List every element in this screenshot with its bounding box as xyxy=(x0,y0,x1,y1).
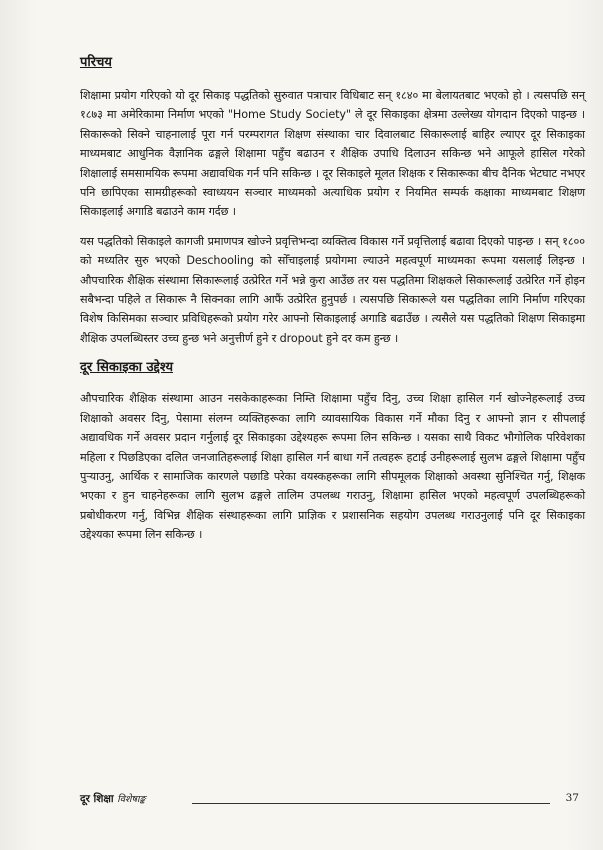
section-heading-objectives: दूर सिकाइका उद्देश्य xyxy=(80,360,173,376)
page-content xyxy=(80,54,585,556)
section-heading-introduction: परिचय xyxy=(80,55,112,70)
footer-rule xyxy=(192,803,550,804)
page-footer xyxy=(80,790,585,810)
footer-issue-label: विशेषाङ्क xyxy=(117,794,146,805)
introduction-paragraph-1: शिक्षामा प्रयोग गरिएको यो दूर सिकाइ पद्धतिको सुरुवात पत्राचार विधिबाट सन् १८४० मा बेलायतबाट भएको हो । त्यसपछि सन् १८७३ मा अमेरिकामा निर्माण भएको "Home Study Society" ले दूर सिकाइका क्षेत्रमा उल्लेख्य योगदान दिएको पाइन्छ । सिकारूको सिक्ने चाहनालाई पूरा गर्न परम्परागत शिक्षण संस्थाका चार दिवालबाट सिकारूलाई बाहिर ल्याएर दूर सिकाइका माध्यमबाट आधुनिक वैज्ञानिक ढङ्गले शिक्षामा पहुँच बढाउन र शैक्षिक उपाधि दिलाउन सकिन्छ भने आफूले हासिल गरेको शिक्षालाई समसामयिक रूपमा अद्यावधिक गर्न पनि सकिन्छ । दूर सिकाइले मूलत शिक्षक र सिकारूका बीच दैनिक भेटघाट नभएर पनि छापिएका सामग्रीहरूको स्वाध्ययन सञ्चार माध्यमको अत्याधिक प्रयोग र नियमित सम्पर्क कक्षाका माध्यमबाट शिक्षण सिकाइलाई अगाडि बढाउने काम गर्दछ । xyxy=(80,89,585,219)
page-number: 37 xyxy=(565,792,579,804)
introduction-paragraph-2: यस पद्धतिको सिकाइले कागजी प्रमाणपत्र खोज्ने प्रवृत्तिभन्दा व्यक्तित्व विकास गर्ने प्रवृत्तिलाई बढावा दिएको पाइन्छ । सन् १८०० को मध्यतिर सुरु भएको Deschooling को सोँचाइलाई प्रयोगमा ल्याउने महत्वपूर्ण माध्यमका रूपमा यसलाई लिइन्छ । औपचारिक शैक्षिक संस्थामा सिकारूलाई उत्प्रेरित गर्ने भन्ने कुरा आउँछ तर यस पद्धतिमा शिक्षकले सिकारूलाई उत्प्रेरित गर्ने होइन सबैभन्दा पहिले त सिकारू नै सिक्नका लागि आफैं उत्प्रेरित हुनुपर्छ । त्यसपछि सिकारूले यस पद्धतिका लागि निर्माण गरिएका विशेष किसिमका सञ्चार प्रविधिहरूको प्रयोग गरेर आफ्नो सिकाइलाई अगाडि बढाउँछ । त्यसैले यस पद्धतिको शिक्षण सिकाइमा शैक्षिक उपलब्धिस्तर उच्च हुन्छ भने अनुत्तीर्ण हुने र dropout हुने दर कम हुन्छ । xyxy=(80,234,585,345)
objectives-paragraph-1: औपचारिक शैक्षिक संस्थामा आउन नसकेकाहरूका निम्ति शिक्षामा पहुँच दिनु, उच्च शिक्षा हासिल गर्न खोज्नेहरूलाई उच्च शिक्षाको अवसर दिनु, पेसामा संलग्न व्यक्तिहरूका लागि व्यावसायिक विकास गर्ने मौका दिनु र आफ्नो ज्ञान र सीपलाई अद्यावधिक गर्ने अवसर प्रदान गर्नुलाई दूर सिकाइका उद्देश्यहरू रूपमा लिन सकिन्छ । यसका साथै विकट भौगोलिक परिवेशका महिला र पिछडिएका दलित जनजातिहरूलाई शिक्षा हासिल गर्न बाधा गर्ने तत्वहरू हटाई उनीहरूलाई सुलभ ढङ्गले शिक्षामा पहुँच पुर्‍याउनु, आर्थिक र सामाजिक कारणले पछाडि परेका वयस्कहरूका लागि सीपमूलक शिक्षाको अवस्था सुनिश्चित गर्नु, शिक्षक भएका र हुन चाहनेहरूका लागि सुलभ ढङ्गले तालिम उपलब्ध गराउनु, शिक्षामा हासिल भएको महत्वपूर्ण उपलब्धिहरूको प्रबोधीकरण गर्नु, विभिन्न शैक्षिक संस्थाहरूका लागि प्राज्ञिक र प्रशासनिक सहयोग उपलब्ध गराउनुलाई पनि दूर सिकाइका उद्देश्यका रूपमा लिन सकिन्छ । xyxy=(80,392,585,542)
footer-publication-name: दूर शिक्षा xyxy=(80,793,114,805)
footer-title xyxy=(80,792,145,806)
